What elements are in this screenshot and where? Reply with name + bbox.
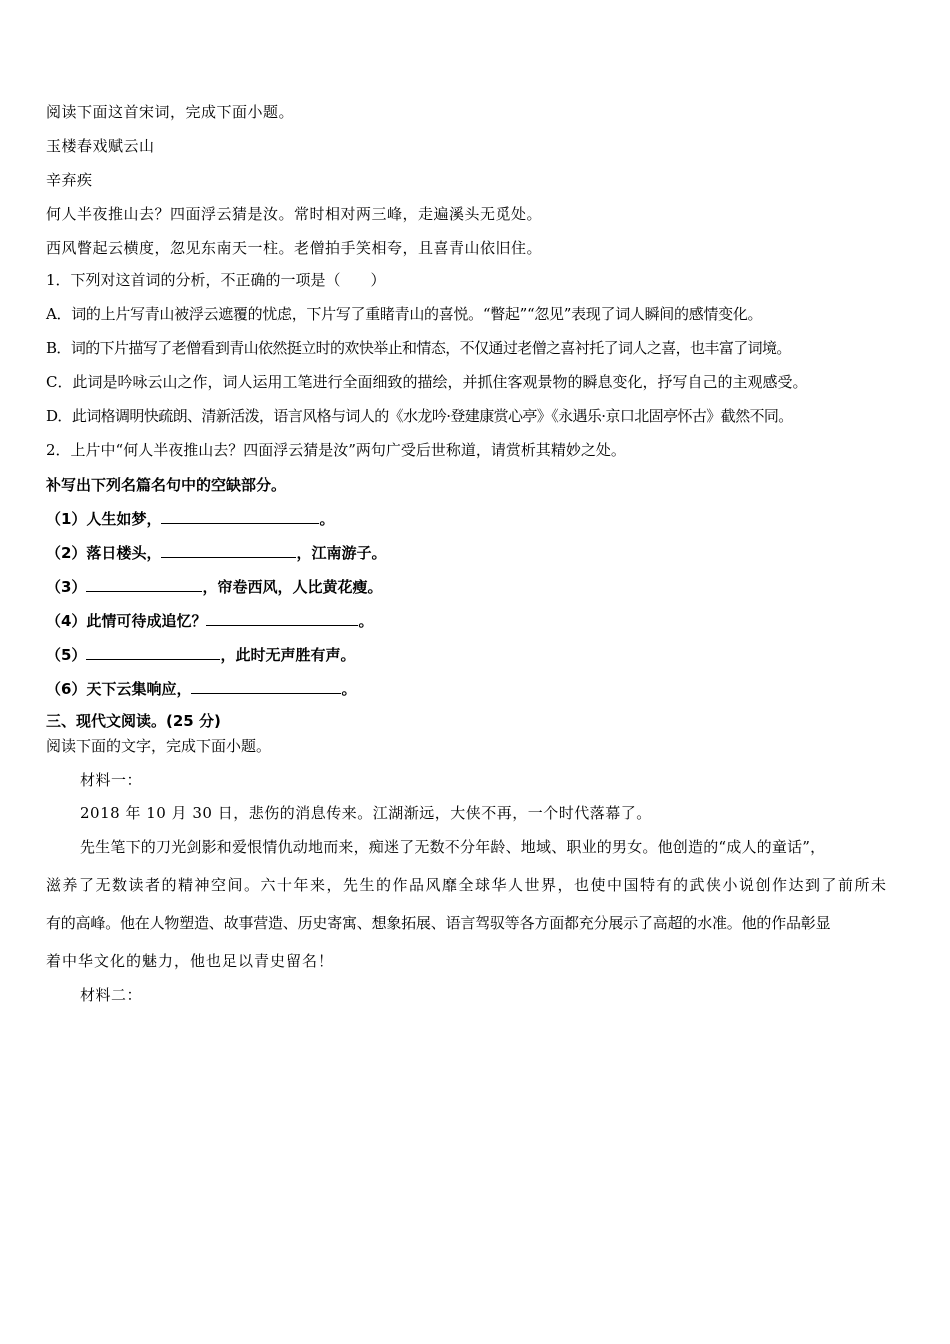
fill-item-suffix: 。 <box>341 680 357 698</box>
material-1-para-2-line-1: 先生笔下的刀光剑影和爱恨情仇动地而来，痴迷了无数不分年龄、地域、职业的男女。他创造的“成人的童话”， <box>80 838 826 856</box>
fill-item-suffix: ，此时无声胜有声。 <box>220 646 356 664</box>
question-2: 2．上片中“何人半夜推山去？四面浮云猜是汝”两句广受后世称道，请赏析其精妙之处。 <box>46 441 626 459</box>
poem-line-1: 何人半夜推山去？四面浮云猜是汝。常时相对两三峰，走遍溪头无觅处。 <box>46 205 543 223</box>
section-3-intro: 阅读下面的文字，完成下面小题。 <box>46 737 272 755</box>
fill-item-prefix: （6）天下云集响应， <box>46 680 192 698</box>
answer-blank[interactable] <box>206 611 358 626</box>
material-1-para-2-line-2: 滋养了无数读者的精神空间。六十年来，先生的作品风靡全球华人世界，也使中国特有的武侠小说创作达到了前所未 <box>46 876 888 894</box>
fill-item-suffix: ，江南游子。 <box>296 544 387 562</box>
option-a: A．词的上片写青山被浮云遮覆的忧虑，下片写了重睹青山的喜悦。“瞥起”“忽见”表现了词人瞬间的感情变化。 <box>46 305 763 323</box>
answer-blank[interactable] <box>191 679 341 694</box>
fill-item-6 <box>46 679 356 699</box>
fill-item-suffix: 。 <box>358 612 374 630</box>
material-1-para-2-line-4: 着中华文化的魅力，他也足以青史留名！ <box>46 952 335 970</box>
answer-blank[interactable] <box>161 509 319 524</box>
fill-item-suffix: 。 <box>319 510 335 528</box>
poem-author: 辛弃疾 <box>46 171 93 189</box>
material-1-para-2-line-3: 有的高峰。他在人物塑造、故事营造、历史寄寓、想象拓展、语言驾驭等各方面都充分展示了高超的水准。他的作品彰显 <box>46 914 831 932</box>
fill-heading: 补写出下列名篇名句中的空缺部分。 <box>46 476 287 494</box>
section-3-heading: 三、现代文阅读。(25 分) <box>46 712 221 730</box>
fill-item-4 <box>46 611 373 631</box>
material-2-label: 材料二： <box>80 986 143 1004</box>
answer-blank[interactable] <box>86 577 202 592</box>
fill-item-prefix: （2）落日楼头， <box>46 544 162 562</box>
poem-line-2: 西风瞥起云横度，忽见东南天一柱。老僧拍手笑相夸，且喜青山依旧住。 <box>46 239 543 257</box>
material-1-para-1: 2018 年 10 月 30 日，悲伤的消息传来。江湖渐远，大侠不再，一个时代落幕了。 <box>80 804 652 822</box>
option-b: B．词的下片描写了老僧看到青山依然挺立时的欢快举止和情态，不仅通过老僧之喜衬托了词人之喜，也丰富了词境。 <box>46 339 791 357</box>
option-c: C．此词是吟咏云山之作，词人运用工笔进行全面细致的描绘，并抓住客观景物的瞬息变化，抒写自己的主观感受。 <box>46 373 808 391</box>
option-d: D．此词格调明快疏朗、清新活泼，语言风格与词人的《水龙吟·登建康赏心亭》《永遇乐·京口北固亭怀古》截然不同。 <box>46 407 793 425</box>
material-1-label: 材料一： <box>80 771 143 789</box>
fill-item-prefix: （1）人生如梦， <box>46 510 162 528</box>
fill-item-3 <box>46 577 382 597</box>
poem-intro: 阅读下面这首宋词，完成下面小题。 <box>46 103 295 121</box>
fill-item-prefix: （5） <box>46 646 87 664</box>
fill-item-5 <box>46 645 355 665</box>
answer-blank[interactable] <box>161 543 296 558</box>
fill-item-prefix: （4）此情可待成追忆？ <box>46 612 207 630</box>
answer-blank[interactable] <box>86 645 220 660</box>
fill-item-2 <box>46 543 386 563</box>
fill-item-prefix: （3） <box>46 578 87 596</box>
fill-item-1 <box>46 509 334 529</box>
fill-item-suffix: ，帘卷西风，人比黄花瘦。 <box>202 578 383 596</box>
poem-title: 玉楼春戏赋云山 <box>46 137 155 155</box>
question-1: 1．下列对这首词的分析，不正确的一项是（ ） <box>46 271 386 289</box>
